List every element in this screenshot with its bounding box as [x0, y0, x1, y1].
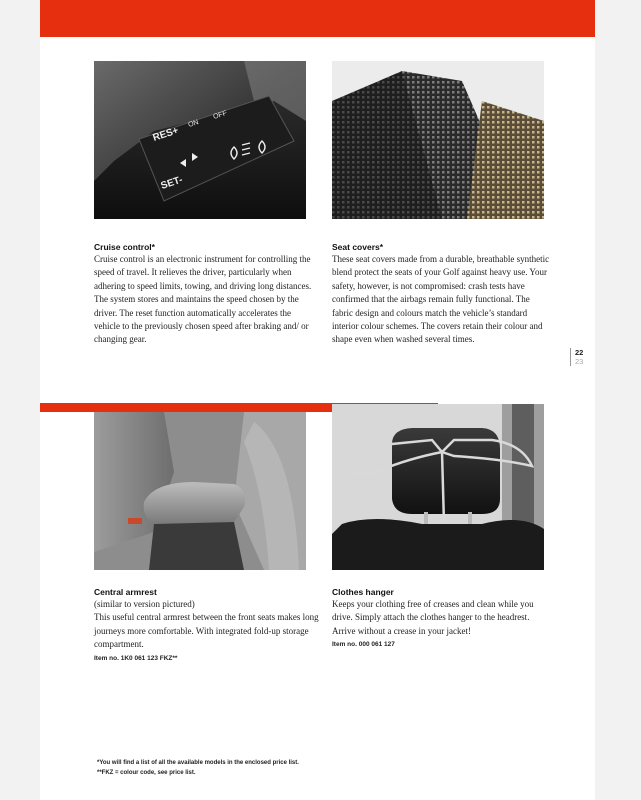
clothes-hanger-photo [332, 404, 544, 570]
footnote-models: *You will find a list of all the available models in the enclosed price list. [97, 760, 299, 766]
central-armrest-body: This useful central armrest between the front seats makes long journeys more comfortable. With integrated fold-up storage compartment. [94, 612, 319, 650]
central-armrest-subtitle: (similar to version pictured) [94, 599, 195, 609]
central-armrest-caption [94, 586, 324, 664]
cruise-control-body: Cruise control is an electronic instrument for controlling the speed of travel. It relieves the driver, particularly when adhering to speed limits, towing, and driving long distances. The system stores and maintains the speed chosen by the driver. The reset function automatically accelerates the vehicle to the previously chosen speed after braking and/ or changing gear. [94, 254, 312, 345]
clothes-hanger-item-number: Item no. 000 061 127 [332, 641, 395, 649]
stalk-set-label: SET- [159, 174, 185, 192]
central-armrest-item-number: Item no. 1K0 061 123 FKZ** [94, 654, 178, 662]
clothes-hanger-body: Keeps your clothing free of creases and clean while you drive. Simply attach the clothes hanger to the headrest. Arrive without a crease in your jacket! [332, 599, 534, 636]
stalk-res-label: RES+ [151, 125, 181, 144]
footnote-colour-code: **FKZ = colour code, see price list. [97, 770, 196, 776]
cruise-control-title: Cruise control* [94, 242, 155, 252]
stalk-on-label: ON [187, 119, 200, 129]
seat-covers-title: Seat covers* [332, 242, 384, 252]
central-armrest-title: Central armrest [94, 587, 157, 597]
brochure-page [40, 0, 595, 800]
cruise-control-photo [94, 61, 306, 219]
central-armrest-photo [94, 412, 306, 570]
seatbelt-buckle [128, 518, 142, 524]
seat-covers-photo [332, 61, 544, 219]
stalk-off-label: OFF [212, 109, 228, 121]
clothes-hanger-caption [332, 586, 554, 650]
footnotes [97, 758, 299, 778]
clothes-hanger-title: Clothes hanger [332, 587, 394, 597]
cruise-control-caption [94, 241, 314, 347]
current-page-number: 22 [575, 348, 584, 357]
top-accent-bar [40, 0, 595, 37]
next-page-number: 23 [575, 357, 584, 366]
page-number [570, 348, 583, 366]
seat-covers-body: These seat covers made from a durable, breathable synthetic blend protect the seats of your Golf against heavy use. Your safety, however, is not compromised: crash tests have confirmed that the airbags remain fully functional. The fabric design and colours match the vehicle’s standard interior colour schemes. The covers retain their colour and shape even when washed several times. [332, 254, 550, 345]
seat-covers-caption [332, 241, 552, 347]
